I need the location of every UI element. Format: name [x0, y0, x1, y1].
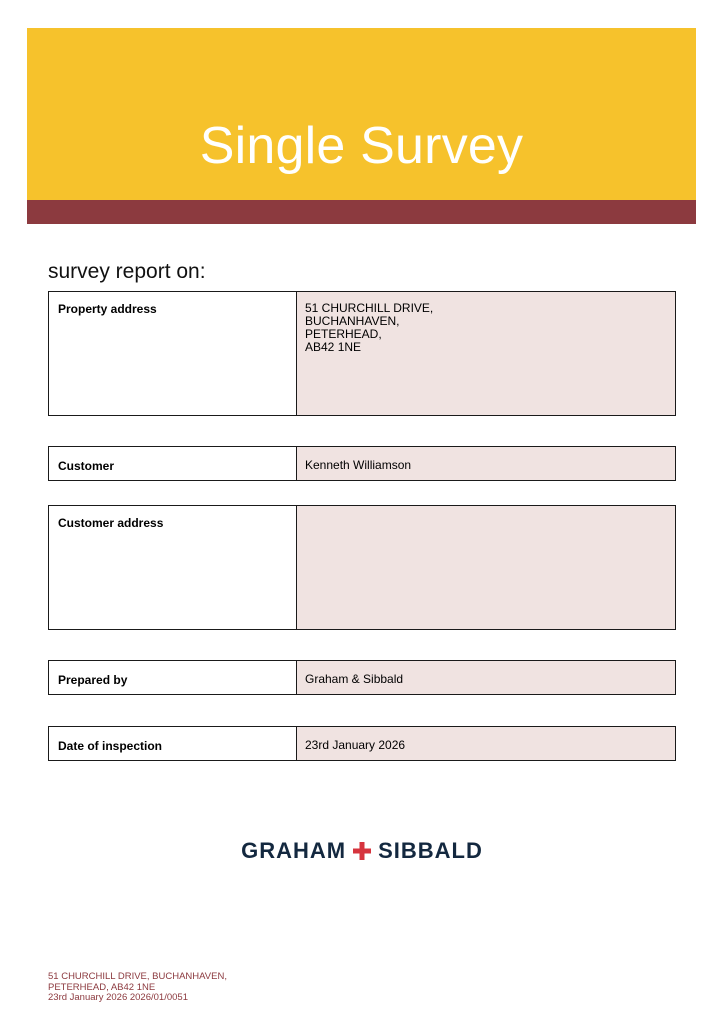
customer-label: Customer [49, 447, 297, 480]
customer-address-label: Customer address [49, 506, 297, 629]
customer-address-table [48, 505, 676, 630]
customer-value: Kenneth Williamson [297, 447, 675, 480]
property-address-label: Property address [49, 292, 297, 415]
accent-stripe [27, 200, 696, 224]
page-footer [48, 972, 227, 1004]
title-banner [27, 28, 696, 200]
prepared-by-label: Prepared by [49, 661, 297, 694]
logo-left-text: GRAHAM [241, 838, 347, 863]
date-of-inspection-label: Date of inspection [49, 727, 297, 760]
page-title: Single Survey [199, 117, 524, 175]
property-address-value: 51 CHURCHILL DRIVE, BUCHANHAVEN, PETERHEAD, AB42 1NE [297, 292, 675, 415]
date-of-inspection-value: 23rd January 2026 [297, 727, 675, 760]
company-logo [0, 838, 724, 864]
customer-table [48, 446, 676, 481]
plus-cross-icon [352, 841, 372, 861]
customer-address-value [297, 506, 675, 629]
date-of-inspection-table [48, 726, 676, 761]
prepared-by-value: Graham & Sibbald [297, 661, 675, 694]
logo-right-text: SIBBALD [378, 838, 483, 863]
footer-address-line-2: PETERHEAD, AB42 1NE [48, 981, 156, 993]
property-address-table [48, 291, 676, 416]
footer-address-line-1: 51 CHURCHILL DRIVE, BUCHANHAVEN, [48, 971, 227, 982]
footer-date-reference: 23rd January 2026 2026/01/0051 [48, 992, 188, 1003]
report-subtitle: survey report on: [48, 260, 206, 283]
prepared-by-table [48, 660, 676, 695]
